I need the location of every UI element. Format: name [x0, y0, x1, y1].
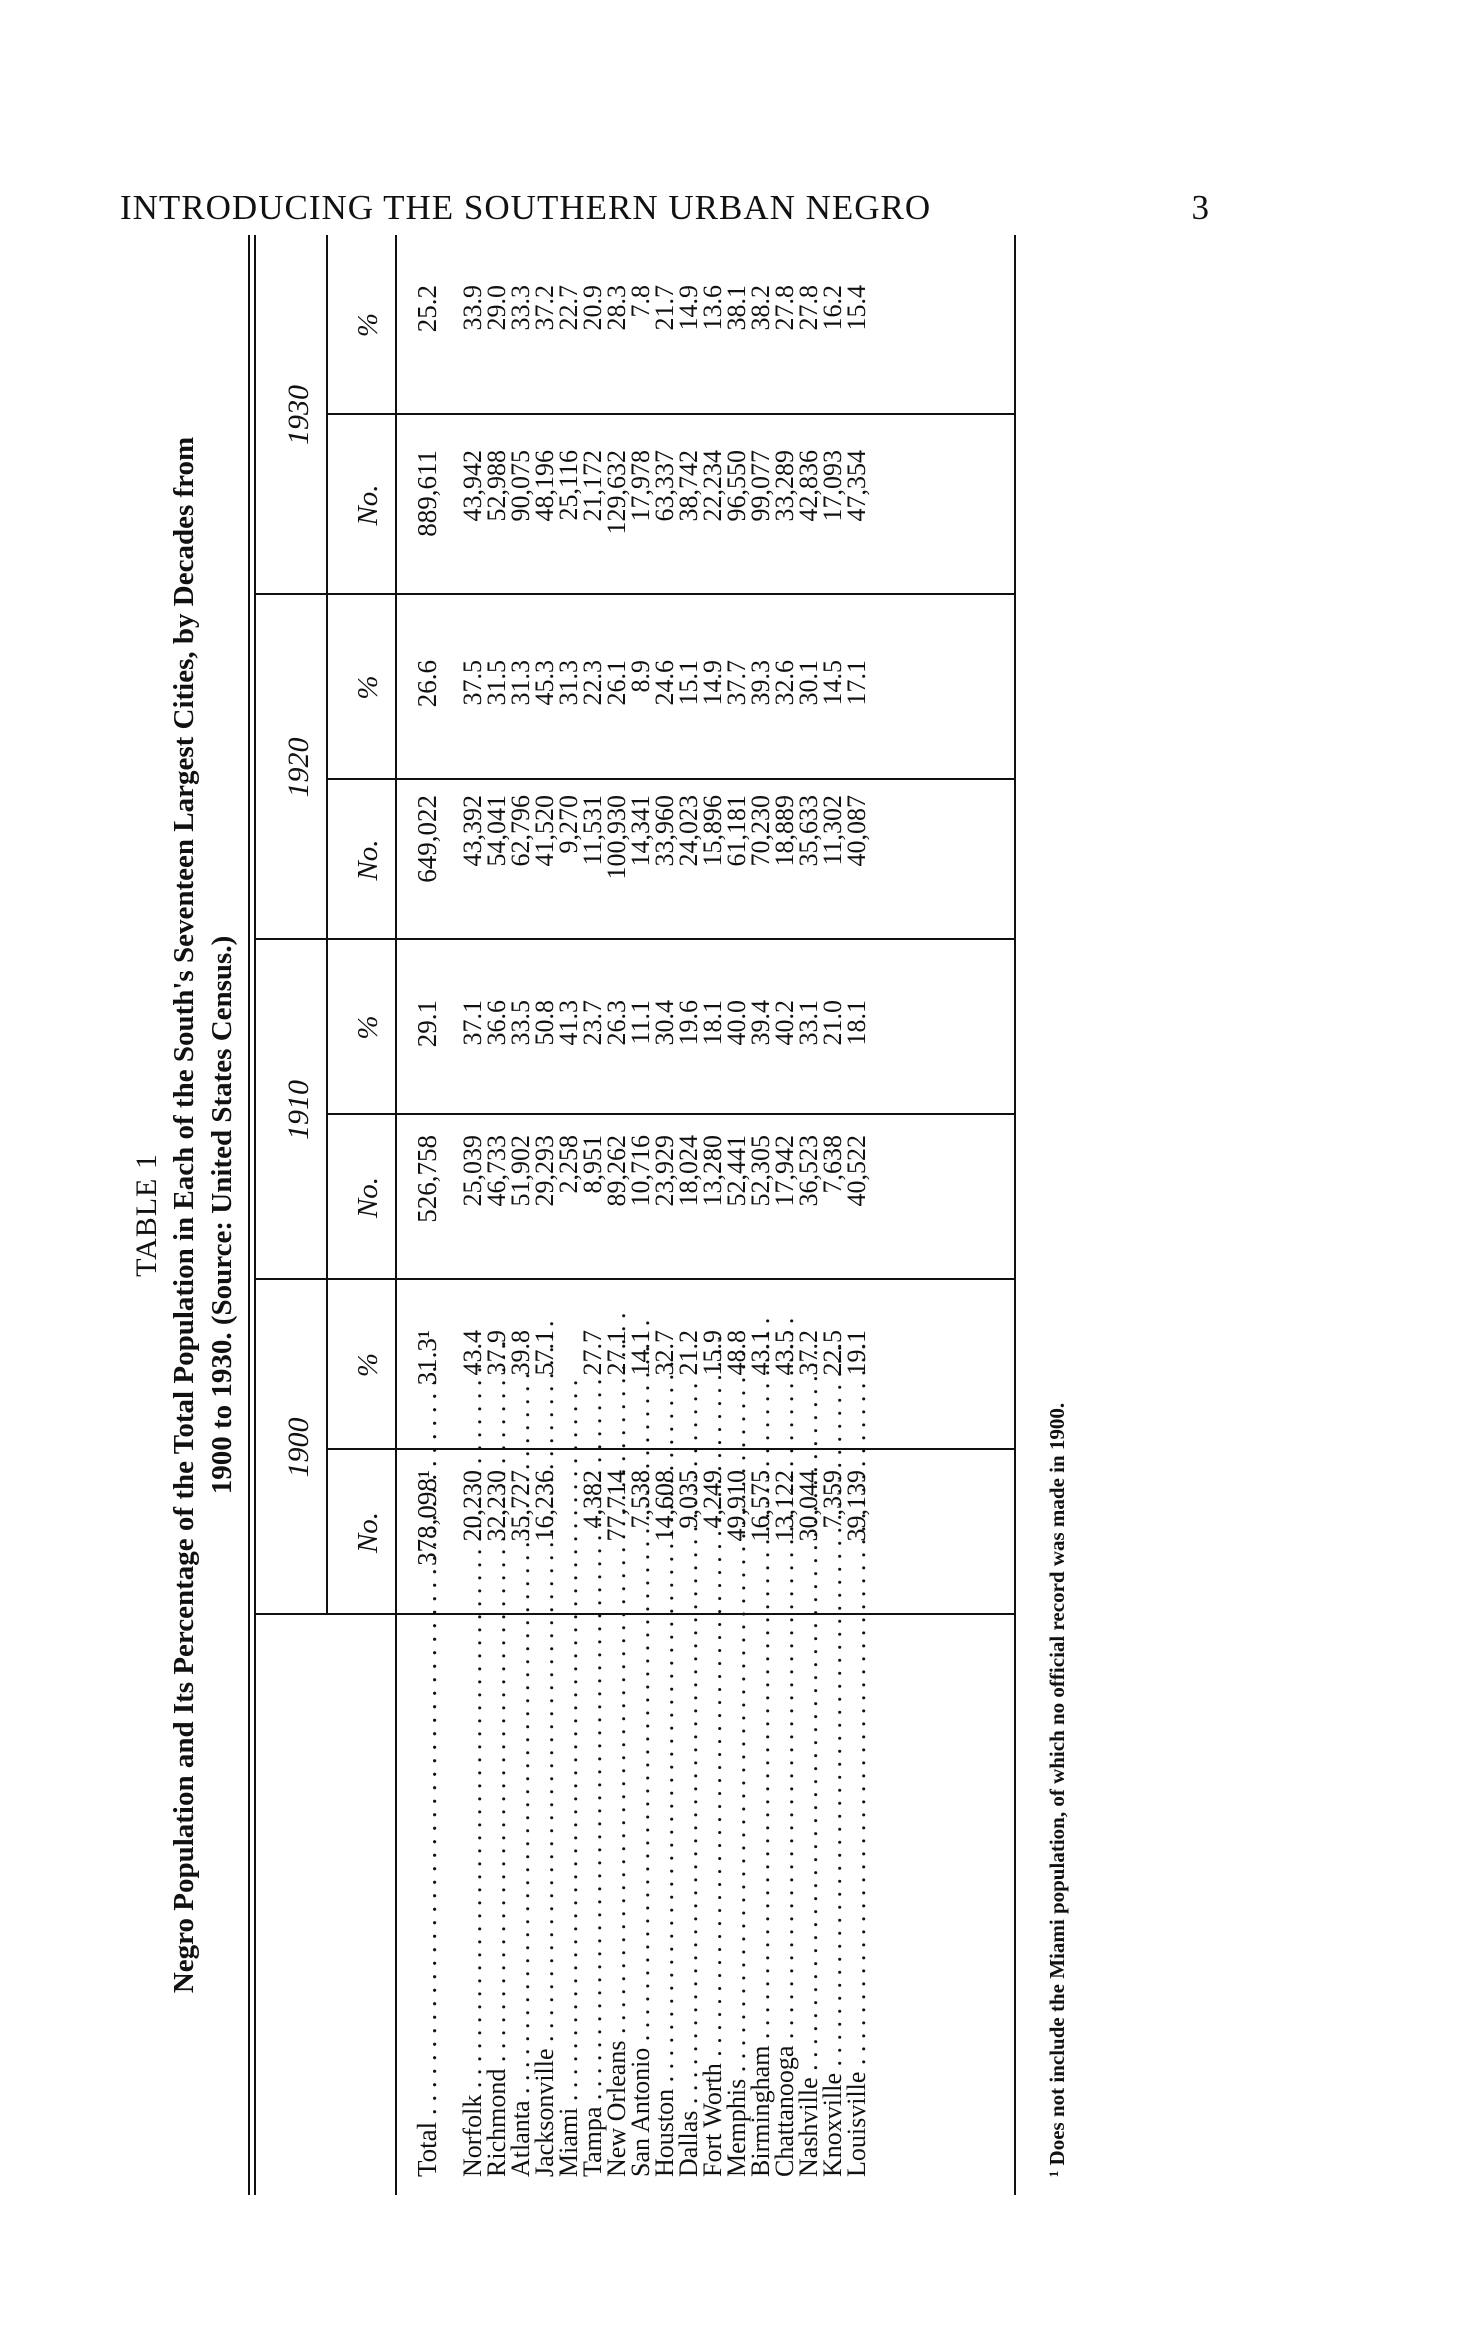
cell-no-1930: 90,075	[506, 450, 535, 522]
cell-pct-1910: 26.3	[602, 1000, 631, 1046]
cell-pct-1910: 40.0	[722, 1000, 751, 1046]
city-name: Richmond . . .	[485, 1607, 509, 2177]
subhead-no-1910: No.	[352, 1176, 384, 1219]
cell-no-1930: 25,116	[554, 450, 583, 521]
running-head-title: INTRODUCING THE SOUTHERN URBAN NEGRO	[120, 188, 932, 227]
cell-pct-1920: 15.1	[674, 660, 703, 706]
cell-pct-1910: 39.4	[746, 1000, 775, 1046]
page-number: 3	[1191, 188, 1210, 227]
cell-pct-1930: 27.8	[770, 285, 799, 331]
subhead-no-1920: No.	[352, 839, 384, 881]
total-label: Total . . .	[415, 1607, 439, 2177]
city-name: Memphis . . .	[725, 1607, 749, 2177]
city-name: Tampa . . .	[581, 1607, 605, 2177]
cell-no-1930: 52,988	[482, 450, 511, 522]
city-name: Houston . . .	[653, 1607, 677, 2177]
cell-no-1930: 33,289	[770, 450, 799, 522]
cell-no-1920: 11,531	[578, 795, 607, 866]
cell-no-1900: 14,608	[650, 1470, 679, 1542]
cell-pct-1930: 21.7	[650, 285, 679, 331]
city-name: Nashville . . .	[797, 1607, 821, 2177]
cell-no-1910: 51,902	[506, 1135, 535, 1207]
city-name: Miami . . .	[557, 1607, 581, 2177]
cell-pct-1910: 50.8	[530, 1000, 559, 1046]
cell-no-1900: 77,714	[602, 1470, 631, 1542]
decade-rule	[326, 940, 328, 1280]
cell-no-1930: 22,234	[698, 450, 727, 522]
cell-pct-1920: 31.3	[554, 660, 583, 706]
table-label: TABLE 1	[130, 1153, 163, 1277]
cell-no-1920: 70,230	[746, 795, 775, 867]
top-rule	[248, 235, 250, 2195]
cell-pct-1900: 21.2	[674, 1330, 703, 1376]
decade-1900: 1900	[282, 1417, 315, 1478]
cell-pct-1930: 15.4	[842, 285, 871, 331]
cell-pct-1930: 7.8	[626, 285, 655, 318]
cell-pct-1910: 23.7	[578, 1000, 607, 1046]
running-head	[120, 188, 1210, 228]
cell-no-1910: 2,258	[554, 1135, 583, 1194]
subhead-pct-1920: %	[352, 675, 384, 700]
cell-no-1900: 4,382	[578, 1470, 607, 1529]
decade-rule	[326, 235, 328, 595]
cell-pct-1910: 18.1	[698, 1000, 727, 1046]
cell-no-1910: 36,523	[794, 1135, 823, 1207]
cell-pct-1920: 39.3	[746, 660, 775, 706]
subhead-pct-1930: %	[352, 312, 384, 338]
cell-pct-1920: 26.1	[602, 660, 631, 706]
cell-no-1910: 10,716	[626, 1135, 655, 1207]
cell-pct-1920: 31.3	[506, 660, 535, 706]
cell-no-1930: 43,942	[458, 450, 487, 522]
city-name: New Orleans . . .	[605, 1607, 629, 2177]
cell-no-1930: 63,337	[650, 450, 679, 522]
cell-no-1900: 9,035	[674, 1470, 703, 1529]
cell-pct-1930: 29.0	[482, 285, 511, 331]
cell-pct-1910: 33.5	[506, 1000, 535, 1046]
cell-pct-1900: 39.8	[506, 1330, 535, 1376]
cell-pct-1930: 38.2	[746, 285, 775, 331]
total-pct-1900: 31.3¹	[412, 1330, 442, 1386]
cell-pct-1930: 13.6	[698, 285, 727, 331]
cell-pct-1930: 33.3	[506, 285, 535, 331]
city-name: San Antonio . . .	[629, 1607, 653, 2177]
cell-no-1900: 39,139	[842, 1470, 871, 1542]
cell-pct-1920: 8.9	[626, 660, 655, 693]
cell-pct-1900: 19.1	[842, 1330, 871, 1376]
cell-pct-1910: 19.6	[674, 1000, 703, 1046]
cell-no-1920: 54,041	[482, 795, 511, 867]
cell-pct-1900: 15.9	[698, 1330, 727, 1376]
cell-pct-1900: 14.1	[626, 1330, 655, 1376]
total-pct-1910: 29.1	[412, 1000, 442, 1048]
cell-pct-1910: 40.2	[770, 1000, 799, 1046]
city-name: Atlanta . . .	[509, 1607, 533, 2177]
cell-pct-1920: 45.3	[530, 660, 559, 706]
cell-no-1920: 9,270	[554, 795, 583, 854]
cell-no-1900: 32,230	[482, 1470, 511, 1542]
subhead-pct-1900: %	[352, 1352, 384, 1378]
cell-pct-1930: 38.1	[722, 285, 751, 331]
subhead-pct-1910: %	[352, 1015, 384, 1040]
cell-no-1930: 21,172	[578, 450, 607, 522]
bottom-rule	[1014, 235, 1016, 2195]
city-name: Knoxville . . .	[821, 1607, 845, 2177]
cell-no-1930: 17,093	[818, 450, 847, 522]
total-no-1900: 378,098¹	[412, 1470, 442, 1566]
cell-no-1910: 7,638	[818, 1135, 847, 1194]
cell-pct-1930: 27.8	[794, 285, 823, 331]
cell-pct-1930: 37.2	[530, 285, 559, 331]
cell-pct-1900: 43.4	[458, 1330, 487, 1376]
cell-pct-1920: 14.9	[698, 660, 727, 706]
cell-pct-1930: 28.3	[602, 285, 631, 331]
city-name: Louisville . . .	[845, 1607, 869, 2177]
cell-pct-1910: 41.3	[554, 1000, 583, 1046]
cell-no-1920: 11,302	[818, 795, 847, 866]
total-pct-1930: 25.2	[412, 285, 442, 333]
subhead-no-1930: No.	[352, 484, 384, 526]
cell-no-1930: 129,632	[602, 450, 631, 535]
cell-no-1920: 41,520	[530, 795, 559, 867]
cell-no-1900: 4,249	[698, 1470, 727, 1529]
table-caption-line-2: 1900 to 1930. (Source: United States Census.)	[206, 935, 238, 1495]
cell-pct-1930: 33.9	[458, 285, 487, 331]
cell-pct-1900: 43.5	[770, 1330, 799, 1376]
cell-no-1910: 52,441	[722, 1135, 751, 1207]
cell-no-1910: 23,929	[650, 1135, 679, 1207]
subhead-no-1900: No.	[352, 1511, 384, 1554]
cell-no-1920: 24,023	[674, 795, 703, 867]
cell-no-1920: 61,181	[722, 795, 751, 867]
header-rule	[395, 235, 397, 2195]
cell-no-1910: 46,733	[482, 1135, 511, 1207]
cell-no-1900: 7,538	[626, 1470, 655, 1529]
cell-no-1910: 17,942	[770, 1135, 799, 1207]
cell-pct-1900: 27.7	[578, 1330, 607, 1376]
cell-no-1920: 62,796	[506, 795, 535, 867]
cell-no-1900: 16,575	[746, 1470, 775, 1542]
cell-pct-1920: 24.6	[650, 660, 679, 706]
total-row	[412, 235, 442, 2195]
cell-pct-1900: 57.1	[530, 1330, 559, 1376]
cell-no-1900: 7,359	[818, 1470, 847, 1529]
cell-no-1930: 47,354	[842, 450, 871, 522]
cell-pct-1920: 37.5	[458, 660, 487, 706]
rotated-table-block	[130, 235, 1090, 2195]
cell-pct-1920: 17.1	[842, 660, 871, 706]
decade-rule	[326, 595, 328, 940]
cell-no-1930: 96,550	[722, 450, 751, 522]
cell-pct-1930: 16.2	[818, 285, 847, 331]
decade-1910: 1910	[282, 1080, 315, 1140]
decade-1920: 1920	[282, 737, 315, 798]
cell-pct-1900: 37.2	[794, 1330, 823, 1376]
cell-pct-1920: 31.5	[482, 660, 511, 706]
cell-no-1920: 33,960	[650, 795, 679, 867]
cell-no-1900: 49,910	[722, 1470, 751, 1542]
cell-no-1930: 42,836	[794, 450, 823, 522]
cell-no-1930: 38,742	[674, 450, 703, 522]
cell-pct-1930: 22.7	[554, 285, 583, 331]
total-no-1920: 649,022	[412, 795, 442, 883]
cell-pct-1920: 32.6	[770, 660, 799, 706]
city-name: Chattanooga . . .	[773, 1607, 797, 2177]
city-name: Fort Worth . . .	[701, 1607, 725, 2177]
table-caption-line-1: Negro Population and Its Percentage of the Total Population in Each of the South's Seventeen Largest Cities, by Decades from	[168, 436, 200, 1994]
table-footnote: ¹ Does not include the Miami population, of which no official record was made in 1900.	[1045, 1402, 1069, 2177]
cell-no-1930: 17,978	[626, 450, 655, 522]
cell-no-1910: 18,024	[674, 1135, 703, 1207]
cell-pct-1920: 14.5	[818, 660, 847, 706]
cell-no-1910: 13,280	[698, 1135, 727, 1207]
cell-pct-1920: 37.7	[722, 660, 751, 706]
top-rule-double	[254, 235, 256, 2195]
cell-no-1900: 16,236	[530, 1470, 559, 1542]
cell-pct-1910: 11.1	[626, 1000, 655, 1045]
cell-pct-1900: 32.7	[650, 1330, 679, 1376]
cell-no-1910: 8,951	[578, 1135, 607, 1194]
city-name: Dallas . . .	[677, 1607, 701, 2177]
cell-pct-1910: 33.1	[794, 1000, 823, 1046]
decade-1930: 1930	[282, 385, 315, 445]
cell-pct-1900: 22.5	[818, 1330, 847, 1376]
cell-pct-1920: 22.3	[578, 660, 607, 706]
cell-pct-1910: 18.1	[842, 1000, 871, 1046]
cell-no-1910: 40,522	[842, 1135, 871, 1207]
total-pct-1920: 26.6	[412, 660, 442, 708]
cell-pct-1930: 20.9	[578, 285, 607, 331]
cell-no-1920: 15,896	[698, 795, 727, 867]
cell-no-1910: 89,262	[602, 1135, 631, 1207]
cell-no-1920: 43,392	[458, 795, 487, 867]
table-row	[842, 235, 871, 2195]
cell-pct-1900: 27.1	[602, 1330, 631, 1376]
total-no-1910: 526,758	[412, 1135, 442, 1223]
cell-no-1910: 29,293	[530, 1135, 559, 1207]
cell-pct-1930: 14.9	[674, 285, 703, 331]
cell-pct-1910: 30.4	[650, 1000, 679, 1046]
cell-pct-1900: 43.1	[746, 1330, 775, 1376]
city-name: Norfolk . . .	[461, 1607, 485, 2177]
city-name: Birmingham . . .	[749, 1607, 773, 2177]
cell-no-1900: 20,230	[458, 1470, 487, 1542]
cell-no-1920: 35,633	[794, 795, 823, 867]
cell-pct-1910: 36.6	[482, 1000, 511, 1046]
cell-pct-1900: 48.8	[722, 1330, 751, 1376]
cell-pct-1910: 37.1	[458, 1000, 487, 1046]
cell-no-1930: 48,196	[530, 450, 559, 522]
cell-no-1910: 52,305	[746, 1135, 775, 1207]
cell-no-1900: 35,727	[506, 1470, 535, 1542]
cell-no-1910: 25,039	[458, 1135, 487, 1207]
cell-pct-1900: 37.9	[482, 1330, 511, 1376]
cell-no-1900: 13,122	[770, 1470, 799, 1542]
city-name: Jacksonville . . .	[533, 1607, 557, 2177]
cell-no-1920: 100,930	[602, 795, 631, 880]
cell-pct-1920: 30.1	[794, 660, 823, 706]
cell-pct-1910: 21.0	[818, 1000, 847, 1046]
total-no-1930: 889,611	[412, 450, 442, 537]
cell-no-1920: 40,087	[842, 795, 871, 867]
cell-no-1920: 14,341	[626, 795, 655, 867]
cell-no-1930: 99,077	[746, 450, 775, 522]
cell-no-1900: 30,044	[794, 1470, 823, 1542]
cell-no-1920: 18,889	[770, 795, 799, 867]
